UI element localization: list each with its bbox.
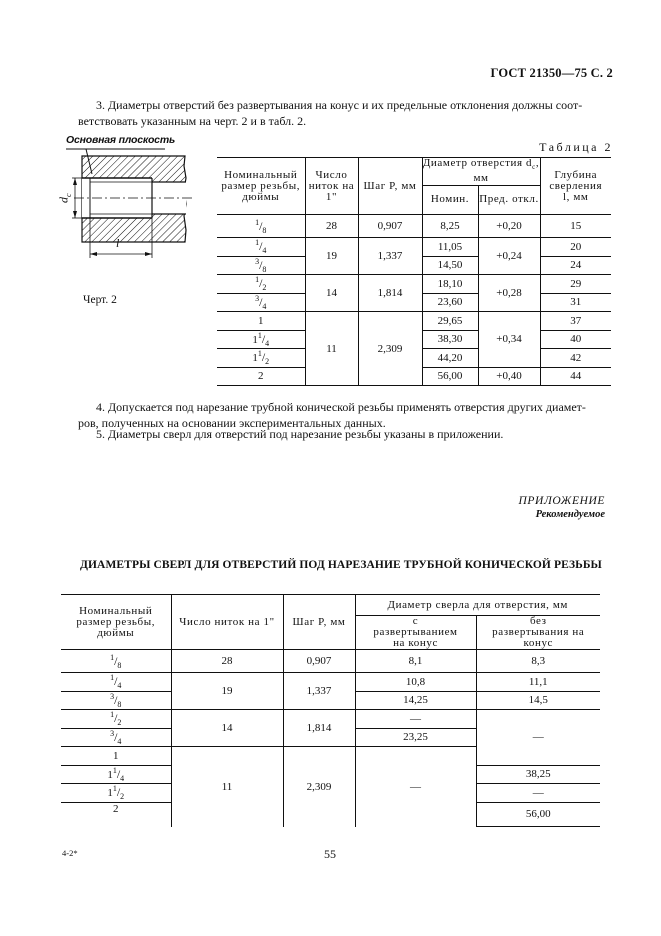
t2-depth: 15	[540, 215, 611, 238]
t2-header-diameter	[422, 158, 540, 186]
t3-threads-28: 28	[171, 650, 283, 673]
table-row	[217, 215, 611, 238]
t3-size-1-8: $^1/_8$	[61, 650, 171, 673]
t2-size-1-4: $^1/_4$	[217, 238, 305, 257]
t3-size-2: 2	[61, 802, 171, 827]
t3-without-reaming: 56,00	[476, 802, 600, 827]
appendix-label: ПРИЛОЖЕНИЕ	[518, 495, 605, 507]
t3-with-reaming: 23,25	[355, 728, 476, 747]
t2-tolerance-024: +0,24	[478, 238, 540, 275]
t3-size-3-8: $^3/_8$	[61, 691, 171, 710]
dimension-d-sub: с	[63, 193, 73, 197]
t2-nominal: 11,05	[422, 238, 478, 257]
t2-nominal: 38,30	[422, 330, 478, 349]
t2-tolerance-020: +0,20	[478, 215, 540, 238]
t3-pitch-1814: 1,814	[283, 710, 355, 747]
t2-depth: 29	[540, 275, 611, 294]
t2-depth: 24	[540, 256, 611, 275]
t3-without-reaming: 8,3	[476, 650, 600, 673]
t3-size-1: 1	[61, 747, 171, 766]
table-row	[61, 650, 600, 673]
t2-size-3-8: $^3/_8$	[217, 256, 305, 275]
t2-depth: 37	[540, 312, 611, 331]
drawing-2	[56, 132, 200, 282]
page-number: 55	[324, 847, 336, 861]
t3-without-reaming: —	[476, 784, 600, 803]
t3-with-reaming: —	[355, 747, 476, 827]
table-row	[217, 275, 611, 294]
t2-size-1-2: $^1/_2$	[217, 275, 305, 294]
t3-pitch-1337: 1,337	[283, 673, 355, 710]
t2-depth: 42	[540, 349, 611, 368]
t3-size-1-4: $^1/_4$	[61, 673, 171, 692]
appendix-table	[61, 594, 600, 827]
t2-pitch-2309: 2,309	[358, 312, 422, 386]
t3-header-size: Номинальный размер резьбы, дюймы	[76, 604, 156, 639]
paragraph-3	[78, 97, 616, 129]
t2-nominal: 8,25	[422, 215, 478, 238]
t2-tolerance-028: +0,28	[478, 275, 540, 312]
t3-header-with-reaming: с развертыванием на конус	[355, 616, 476, 650]
t2-pitch-0907: 0,907	[358, 215, 422, 238]
t2-threads-19: 19	[305, 238, 358, 275]
paragraph-5: 5. Диаметры сверл для отверстий под нарезание резьбы указаны в приложении.	[96, 427, 504, 441]
t2-depth: 20	[540, 238, 611, 257]
t2-header-diameter-unit: , мм	[473, 157, 540, 185]
t2-header-pitch: Шаг P, мм	[358, 158, 422, 215]
appendix-sublabel: Рекомендуемое	[535, 509, 605, 520]
t3-header-pitch: Шаг P, мм	[283, 595, 355, 650]
t2-header-diameter-sub: с	[532, 163, 536, 172]
appendix-title: ДИАМЕТРЫ СВЕРЛ ДЛЯ ОТВЕРСТИЙ ПОД НАРЕЗАНИЕ ТРУБНОЙ КОНИЧЕСКОЙ РЕЗЬБЫ	[80, 559, 602, 571]
t3-without-reaming: 38,25	[476, 765, 600, 784]
t3-header-threads: Число ниток на 1"	[171, 595, 283, 650]
t3-header-without-reaming: без развертывания на конус	[476, 616, 600, 650]
t2-header-nominal: Номин.	[422, 185, 478, 214]
t3-size-1-1-2: $1^1/_2$	[61, 784, 171, 803]
paragraph-4-line-2: ров, полученных на основании экспериментальных данных.	[78, 416, 386, 430]
t2-threads-28: 28	[305, 215, 358, 238]
t2-pitch-1337: 1,337	[358, 238, 422, 275]
t3-pitch-2309: 2,309	[283, 747, 355, 827]
t2-nominal: 29,65	[422, 312, 478, 331]
t2-depth: 40	[540, 330, 611, 349]
drawing-caption: Черт. 2	[83, 294, 117, 306]
t2-threads-11: 11	[305, 312, 358, 386]
t2-pitch-1814: 1,814	[358, 275, 422, 312]
dimension-d-label	[57, 193, 73, 203]
t3-without-reaming: 11,1	[476, 673, 600, 692]
paragraph-4-line-1: 4. Допускается под нарезание трубной конической резьбы применять отверстия других диамет-	[96, 400, 586, 414]
table-row	[61, 673, 600, 692]
drawing-2-svg	[60, 132, 200, 282]
t2-nominal: 14,50	[422, 256, 478, 275]
t2-size-2: 2	[217, 367, 305, 386]
t2-size-1-1-4: $1^1/_4$	[217, 330, 305, 349]
t2-header-depth: Глубина сверления l, мм	[540, 158, 611, 215]
t3-with-reaming: 8,1	[355, 650, 476, 673]
t3-pitch-0907: 0,907	[283, 650, 355, 673]
sheet-mark: 4-2*	[62, 848, 78, 858]
document-reference: ГОСТ 21350—75 С. 2	[490, 66, 613, 80]
t2-header-threads: Число ниток на 1"	[305, 158, 358, 215]
t3-header-diameter: Диаметр сверла для отверстия, мм	[355, 595, 600, 616]
t2-size-3-4: $^3/_4$	[217, 293, 305, 312]
t3-threads-14: 14	[171, 710, 283, 747]
paragraph-3-line-2: ветствовать указанным на черт. 2 и в табл. 2.	[78, 114, 307, 128]
t2-header-diameter-text: Диаметр отверстия d	[422, 157, 533, 170]
t2-depth: 44	[540, 367, 611, 386]
t3-without-reaming: 14,5	[476, 691, 600, 710]
t2-depth: 31	[540, 293, 611, 312]
t3-threads-11: 11	[171, 747, 283, 827]
dimension-d-letter: d	[56, 196, 71, 203]
table-2-caption: Таблица 2	[539, 140, 613, 154]
t3-threads-19: 19	[171, 673, 283, 710]
t2-nominal: 23,60	[422, 293, 478, 312]
dimension-l-label: l	[116, 236, 120, 250]
t2-size-1: 1	[217, 312, 305, 331]
t2-nominal: 18,10	[422, 275, 478, 294]
t2-tolerance-040: +0,40	[478, 367, 540, 386]
table-row	[217, 312, 611, 331]
t2-size-1-8: $^1/_8$	[217, 215, 305, 238]
t3-size-1-1-4: $1^1/_4$	[61, 765, 171, 784]
t3-size-1-2: $^1/_2$	[61, 710, 171, 729]
t2-nominal: 44,20	[422, 349, 478, 368]
t3-without-reaming: —	[476, 710, 600, 766]
t3-size-3-4: $^3/_4$	[61, 728, 171, 747]
t3-with-reaming: 10,8	[355, 673, 476, 692]
t2-tolerance-034: +0,34	[478, 312, 540, 368]
t2-header-size: Номинальный размер резьбы, дюймы	[221, 168, 301, 203]
table-2	[217, 157, 611, 386]
table-row	[217, 238, 611, 257]
table-row	[61, 710, 600, 729]
t3-with-reaming: 14,25	[355, 691, 476, 710]
t2-threads-14: 14	[305, 275, 358, 312]
paragraph-3-line-1: 3. Диаметры отверстий без развертывания на конус и их предельные отклонения должны соот-	[96, 98, 583, 112]
t3-with-reaming: —	[355, 710, 476, 729]
t2-nominal: 56,00	[422, 367, 478, 386]
t2-header-tolerance: Пред. откл.	[478, 185, 540, 214]
plane-label: Основная плоскость	[66, 134, 175, 146]
t2-size-1-1-2: $1^1/_2$	[217, 349, 305, 368]
